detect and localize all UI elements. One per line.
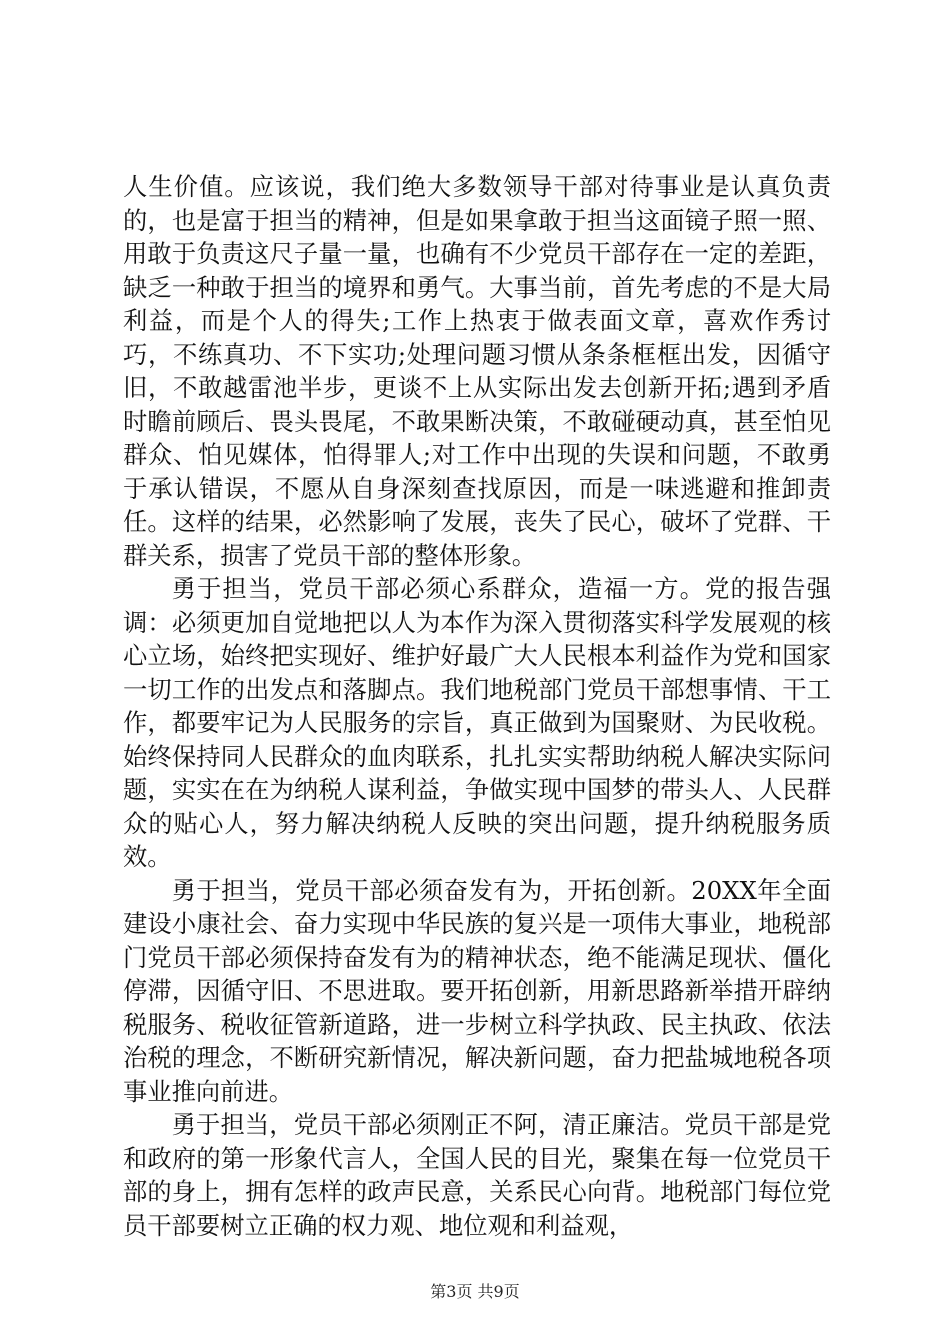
document-body — [123, 170, 831, 1242]
paragraph-1: 人生价值。应该说，我们绝大多数领导干部对待事业是认真负责的，也是富于担当的精神，但是如果拿敢于担当这面镜子照一照、用敢于负责这尺子量一量，也确有不少党员干部存在一定的差距，缺乏一种敢于担当的境界和勇气。大事当前，首先考虑的不是大局利益，而是个人的得失;工作上热衷于做表面文章，喜欢作秀讨巧，不练真功、不下实功;处理问题习惯从条条框框出发，因循守旧，不敢越雷池半步，更谈不上从实际出发去创新开拓;遇到矛盾时瞻前顾后、畏头畏尾，不敢果断决策，不敢碰硬动真，甚至怕见群众、怕见媒体，怕得罪人;对工作中出现的失误和问题，不敢勇于承认错误，不愿从自身深刻查找原因，而是一味逃避和推卸责任。这样的结果，必然影响了发展，丧失了民心，破坏了党群、干群关系，损害了党员干部的整体形象。 — [123, 172, 831, 570]
paragraph-3: 勇于担当，党员干部必须奋发有为，开拓创新。20XX年全面建设小康社会、奋力实现中华民族的复兴是一项伟大事业，地税部门党员干部必须保持奋发有为的精神状态，绝不能满足现状、僵化停滞，因循守旧、不思进取。要开拓创新，用新思路新举措开辟纳税服务、税收征管新道路，进一步树立科学执政、民主执政、依法治税的理念，不断研究新情况，解决新问题，奋力把盐城地税各项事业推向前进。 — [123, 875, 831, 1106]
paragraph-2: 勇于担当，党员干部必须心系群众，造福一方。党的报告强调：必须更加自觉地把以人为本作为深入贯彻落实科学发展观的核心立场，始终把实现好、维护好最广大人民根本利益作为党和国家一切工作的出发点和落脚点。我们地税部门党员干部想事情、干工作，都要牢记为人民服务的宗旨，真正做到为国聚财、为民收税。始终保持同人民群众的血肉联系，扎扎实实帮助纳税人解决实际问题，实实在在为纳税人谋利益，争做实现中国梦的带头人、人民群众的贴心人，努力解决纳税人反映的突出问题，提升纳税服务质效。 — [123, 574, 831, 871]
paragraph-4: 勇于担当，党员干部必须刚正不阿，清正廉洁。党员干部是党和政府的第一形象代言人，全国人民的目光，聚集在每一位党员干部的身上，拥有怎样的政声民意，关系民心向背。地税部门每位党员干部要树立正确的权力观、地位观和利益观， — [123, 1110, 831, 1240]
page-number-footer: 第3页 共9页 — [430, 1282, 520, 1301]
